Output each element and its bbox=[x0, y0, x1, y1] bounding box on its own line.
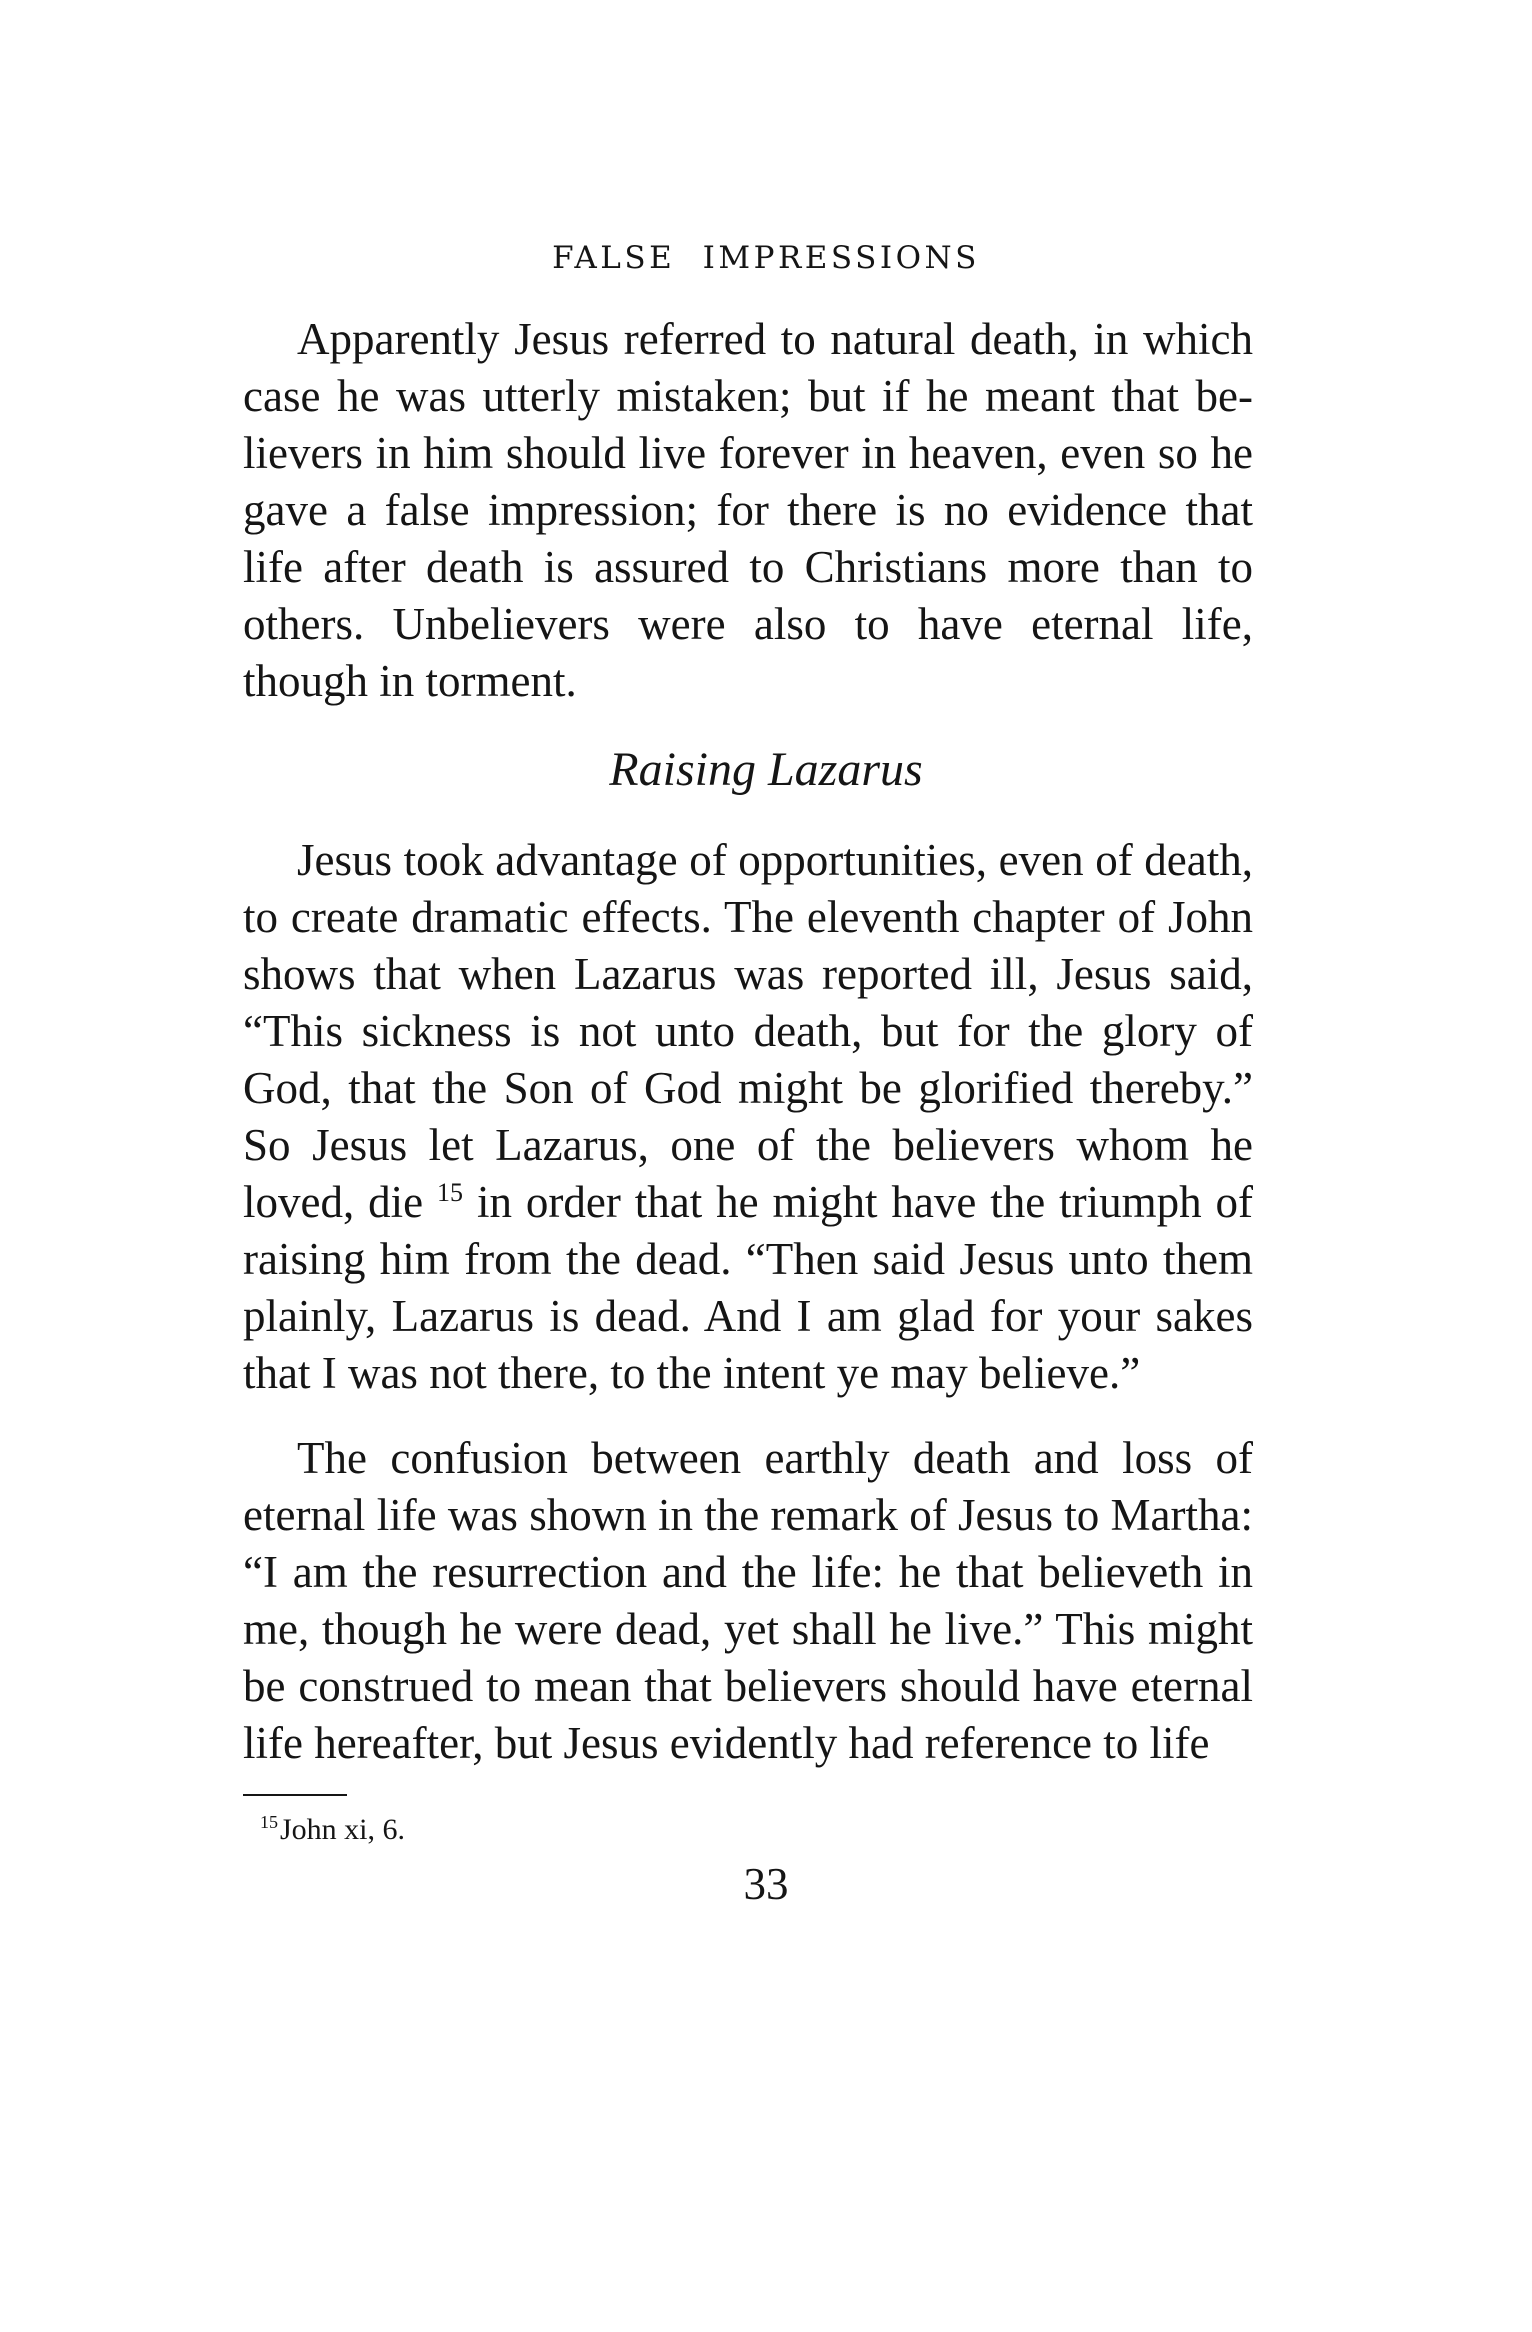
footnote bbox=[260, 1812, 405, 1848]
running-head: FALSE IMPRESSIONS bbox=[552, 240, 980, 276]
paragraph-block bbox=[243, 832, 1253, 1402]
footnote-text: John xi, 6. bbox=[280, 1813, 406, 1846]
body-paragraph: Apparently Jesus referred to natural death, in which case he was utterly mistaken; but if he meant that believers in him should live forever in heaven, even so he gave a false impression; for there is no evidence that life after death is assured to Christians more than to others. Unbelievers were also to have eternal life, though in torment. bbox=[243, 314, 1253, 706]
paragraph-text: in order that he might have the triumph of raising him from the dead. “Then said Jesus unto them plainly, Lazarus is dead. And I am glad for your sakes that I was not there, to the intent ye may believe.” bbox=[243, 1177, 1254, 1398]
body-paragraph bbox=[243, 832, 1253, 1402]
body-paragraph: The confusion between earthly death and loss of eternal life was shown in the remark of Jesus to Martha: “I am the resurrection and the life: he that believeth in me, though he were dead, yet shall he live.” This might be construed to mean that believers should have eternal life hereafter, but Jesus evidently had reference to life bbox=[243, 1433, 1253, 1768]
section-heading: Raising Lazarus bbox=[609, 743, 923, 796]
paragraph-block bbox=[243, 311, 1253, 710]
page-number: 33 bbox=[743, 1859, 789, 1909]
footnote-divider bbox=[243, 1794, 347, 1796]
footnote-reference: 15 bbox=[437, 1178, 464, 1207]
footnote-number: 15 bbox=[260, 1812, 278, 1832]
paragraph-block bbox=[243, 1430, 1253, 1772]
paragraph-text: Jesus took advantage of opportunities, even of death, to create dramatic effects. The eleventh chapter of John shows that when Lazarus was reported ill, Jesus said, “This sickness is not unto death, but for the glory of God, that the Son of God might be glorified thereby.” So Jesus let Lazarus, one of the believers whom he loved, die bbox=[243, 835, 1253, 1227]
